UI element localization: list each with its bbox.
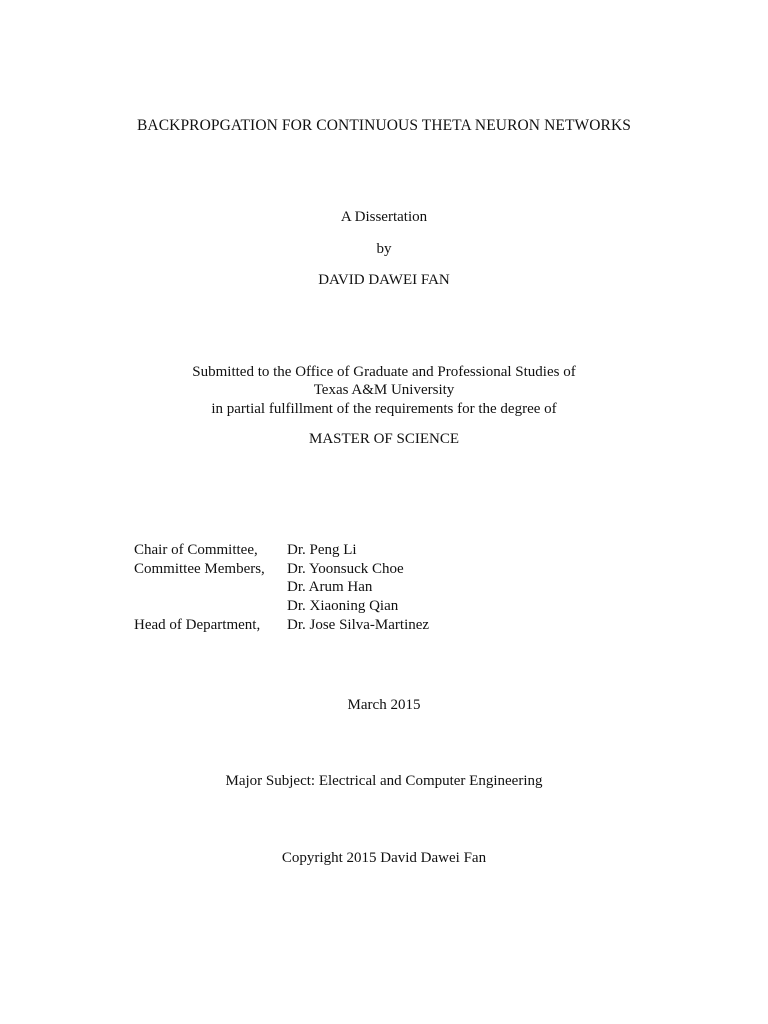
committee-role: Committee Members, <box>134 560 265 577</box>
committee-row <box>134 560 429 579</box>
author-name: DAVID DAWEI FAN <box>318 272 450 288</box>
committee-member-name: Dr. Arum Han <box>287 579 373 596</box>
committee-row <box>134 578 429 597</box>
major-subject: Major Subject: Electrical and Computer Engineering <box>225 773 543 789</box>
committee-row <box>134 616 429 635</box>
submission-line-1: Submitted to the Office of Graduate and Professional Studies of <box>192 364 576 380</box>
committee-role <box>134 597 287 616</box>
committee-row <box>134 597 429 616</box>
committee-member-name: Dr. Xiaoning Qian <box>287 598 399 615</box>
committee-role: Chair of Committee, <box>134 542 258 558</box>
committee-member-name: Dr. Jose Silva-Martinez <box>287 616 430 633</box>
committee-role: Head of Department, <box>134 616 261 633</box>
committee-member-name: Dr. Yoonsuck Choe <box>287 560 404 577</box>
copyright-notice: Copyright 2015 David Dawei Fan <box>281 850 487 866</box>
by-label: by <box>376 241 392 257</box>
degree-name: MASTER OF SCIENCE <box>308 431 460 447</box>
submission-line-3: in partial fulfillment of the requirements for the degree of <box>211 401 557 417</box>
committee-row <box>134 541 429 560</box>
submission-line-2: Texas A&M University <box>313 382 455 398</box>
document-type: A Dissertation <box>340 209 428 225</box>
committee-role <box>134 578 287 597</box>
committee-member-name: Dr. Peng Li <box>287 542 357 558</box>
dissertation-title: BACKPROPGATION FOR CONTINUOUS THETA NEURON NETWORKS <box>136 117 631 134</box>
committee-list <box>134 541 429 634</box>
submission-date: March 2015 <box>347 697 421 713</box>
